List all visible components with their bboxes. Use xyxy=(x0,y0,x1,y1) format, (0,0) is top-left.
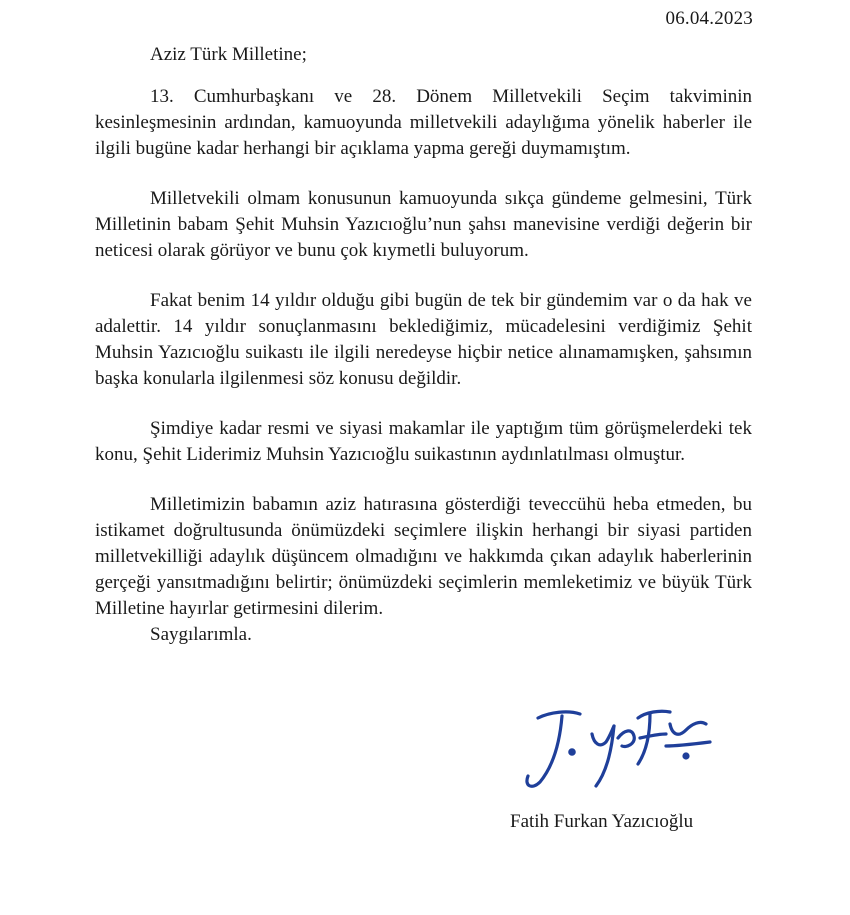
paragraph-2: Milletvekili olmam konusunun kamuoyunda sıkça gündeme gelmesini, Türk Milletinin babam Şehit Muhsin Yazıcıoğlu’nun şahsı manevisine verdiği değerin bir neticesi olarak görüyor ve bunu çok kıymetli buluyorum. xyxy=(95,188,752,261)
handwritten-signature xyxy=(510,690,720,800)
closing: Saygılarımla. xyxy=(150,624,252,645)
paragraph-4: Şimdiye kadar resmi ve siyasi makamlar ile yaptığım tüm görüşmelerdeki tek konu, Şehit Liderimiz Muhsin Yazıcıoğlu suikastının aydınlatılması olmuştur. xyxy=(95,418,752,465)
paragraph-1: 13. Cumhurbaşkanı ve 28. Dönem Milletvekili Seçim takviminin kesinleşmesinin ardından, kamuoyunda milletvekili adaylığıma yönelik haberler ile ilgili bugüne kadar herhangi bir açıklama yapma gereği duymamıştım. xyxy=(95,86,752,159)
letter-date: 06.04.2023 xyxy=(665,8,753,29)
paragraph-3: Fakat benim 14 yıldır olduğu gibi bugün de tek bir gündemim var o da hak ve adalettir. 14 yıldır sonuçlanmasını beklediğimiz, mücadelesini verdiğimiz Şehit Muhsin Yazıcıoğlu suikastı ile ilgili neredeyse hiçbir netice alınamamışken, şahsımın başka konularla ilgilenmesi söz konusu değildir. xyxy=(95,290,752,389)
signer-name: Fatih Furkan Yazıcıoğlu xyxy=(510,811,694,832)
letter-body xyxy=(95,84,752,646)
salutation: Aziz Türk Milletine; xyxy=(150,44,307,65)
paragraph-5: Milletimizin babamın aziz hatırasına gösterdiği teveccühü heba etmeden, bu istikamet doğrultusunda önümüzdeki seçimlere ilişkin herhangi bir siyasi partiden milletvekilliği adaylık düşüncem olmadığını ve hakkımda çıkan adaylık haberlerinin gerçeği yansıtmadığını belirtir; önümüzdeki seçimlerin memleketimiz ve büyük Türk Milletine hayırlar getirmesini dilerim. xyxy=(95,494,752,619)
